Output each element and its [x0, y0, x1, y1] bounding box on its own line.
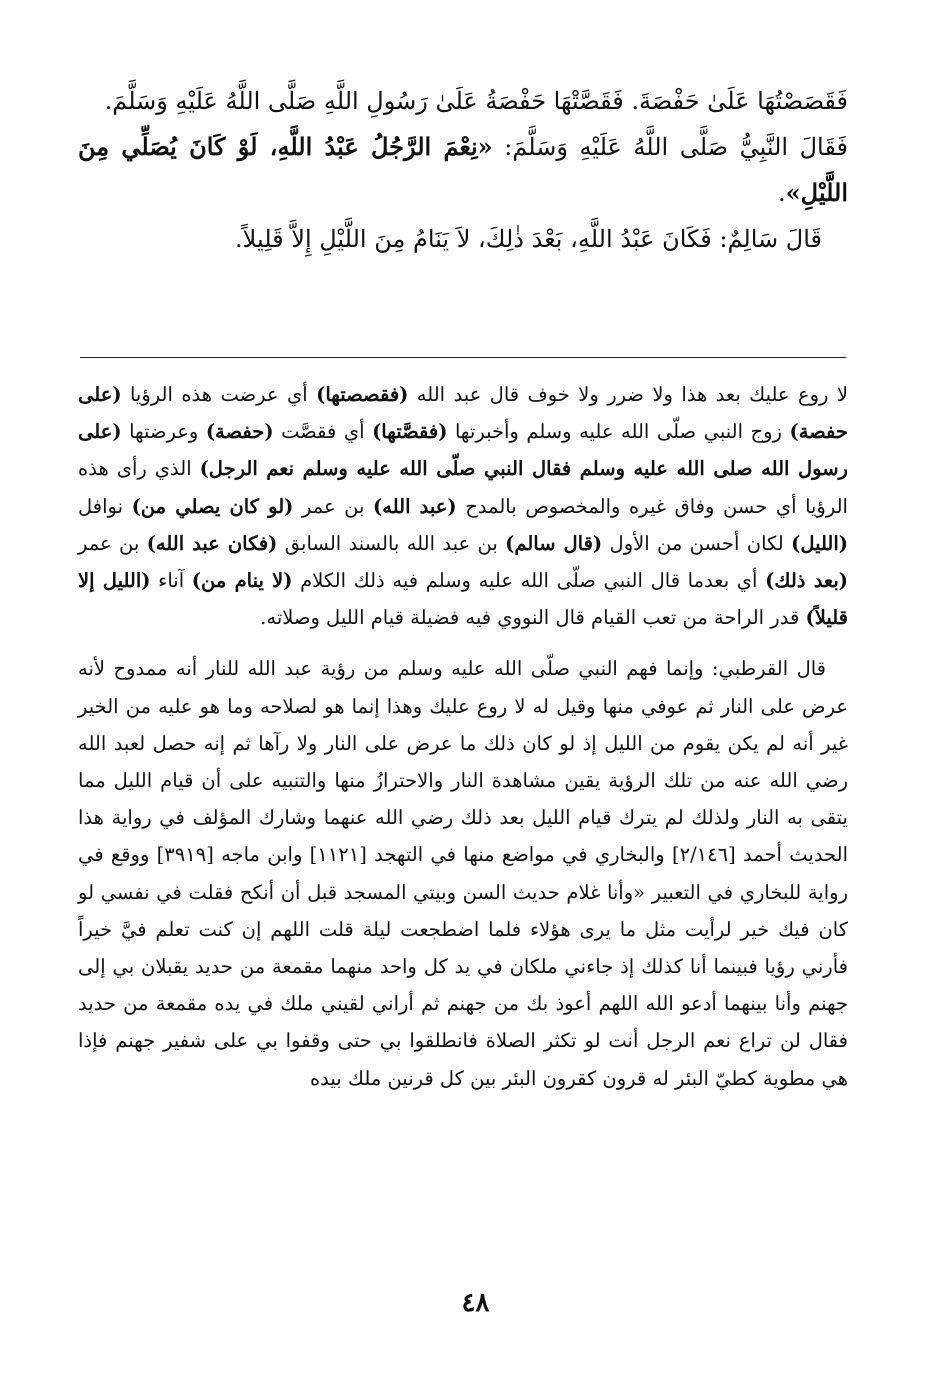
- commentary-keyword: (لو كان يصلي من): [131, 494, 294, 518]
- commentary-keyword: (فقصَّتها): [372, 420, 448, 444]
- commentary-keyword: (على رسول الله صلى الله عليه وسلم فقال النبي صلّى الله عليه وسلم نعم الرجل): [78, 420, 848, 481]
- commentary-keyword: (عبد الله): [373, 494, 457, 518]
- commentary-text: زوج النبي صلّى الله عليه وسلم وأخبرتها: [447, 420, 790, 444]
- commentary-text: أي بعدما قال النبي صلّى الله عليه وسلم فيه ذلك الكلام: [292, 569, 766, 593]
- commentary-keyword: (حفصة): [205, 420, 274, 444]
- footnote-divider: [80, 357, 846, 358]
- commentary-keyword: (بعد ذلك): [765, 569, 848, 593]
- commentary-keyword: (قال سالم): [505, 531, 603, 555]
- commentary-text: الذي رأى هذه الرؤيا أي حسن وفاق غيره والمخصوص بالمدح: [78, 457, 848, 518]
- commentary-text: نوافل: [78, 494, 132, 518]
- commentary-keyword: (الليل إلا قليلاً): [78, 569, 848, 630]
- hadith-text: [78, 78, 848, 262]
- commentary-keyword: (لا ينام من): [191, 569, 293, 593]
- commentary-keyword: (الليل): [791, 531, 849, 555]
- commentary-paragraph-1: [78, 376, 848, 636]
- prophet-quote: «نِعْمَ الرَّجُلُ عَبْدُ اللَّهِ، لَوْ كَانَ يُصَلِّي مِنَ اللَّيْلِ»: [78, 132, 848, 207]
- commentary-text: لكان أحسن من الأول: [602, 531, 792, 555]
- commentary-keyword: (على حفصة): [78, 383, 848, 444]
- commentary-text: أي عرضت هذه الرؤيا: [121, 383, 317, 406]
- page-number: ٤٨: [461, 1288, 490, 1318]
- commentary-keyword: (فقصصتها): [316, 383, 409, 406]
- hadith-line-2-prefix: فَقَالَ النَّبِيُّ صَلَّى اللَّهُ عَلَيْهِ وَسَلَّمَ:: [504, 133, 848, 161]
- commentary-keyword: (فكان عبد الله): [146, 531, 278, 555]
- hadith-line-2-end: .: [778, 179, 786, 207]
- commentary-text: بن عبد الله بالسند السابق: [277, 531, 506, 555]
- commentary-text: بن عمر: [78, 531, 147, 555]
- commentary: [78, 376, 848, 1097]
- hadith-line-2: [78, 124, 848, 216]
- commentary-text: وعرضتها: [121, 420, 206, 444]
- commentary-text: لا روع عليك بعد هذا ولا ضرر ولا خوف قال عبد الله: [408, 383, 848, 406]
- commentary-text: قدر الراحة من تعب القيام قال النووي فيه فضيلة قيام الليل وصلاته.: [260, 606, 806, 630]
- commentary-paragraph-2: قال القرطبي: وإنما فهم النبي صلّى الله عليه وسلم من رؤية عبد الله للنار أنه ممدوح لأنه عرض على النار ثم عوفي منها وقيل له لا روع عليك وهذا إنما هو لصلاحه وما هو عليه من الخير غير أنه لم يكن يقوم من الليل إذ لو كان ذلك ما عرض على النار ولا رآها ثم إنه حصل لعبد الله رضي الله عنه من تلك الرؤية يقين مشاهدة النار والاحترازُ منها والتنبيه على أن قيام الليل مما يتقى به النار ولذلك لم يترك قيام الليل بعد ذلك رضي الله عنهما وشارك المؤلف في رواية هذا الحديث أحمد [٢/١٤٦] والبخاري في مواضع منها في التهجد [١١٢١] وابن ماجه [٣٩١٩] ووقع في رواية للبخاري في التعبير «وأنا غلام حديث السن وبيتي المسجد قبل أن أنكح فقلت في نفسي لو كان فيك خير لرأيت مثل ما يرى هؤلاء فلما اضطجعت ليلة قلت اللهم إن كنت تعلم فيَّ خيراً فأرني رؤيا فبينما أنا كذلك إذ جاءني ملكان في يد كل واحد منهما مقمعة من حديد يقبلان بي إلى جهنم وأنا بينهما أدعو الله اللهم أعوذ بك من جهنم ثم أراني لقيني ملك في يده مقمعة من حديد فقال لن تراع نعم الرجل أنت لو تكثر الصلاة فانطلقوا بي حتى وقفوا بي على شفير جهنم فإذا هي مطوية كطيّ البئر له قرون كقرون البئر بين كل قرنين ملك بيده: [78, 657, 848, 1090]
- commentary-text: أي فقصَّت: [273, 420, 373, 444]
- commentary-text: آناء: [150, 569, 192, 593]
- hadith-line-3: قَالَ سَالِمٌ: فَكَانَ عَبْدُ اللَّهِ، بَعْدَ ذٰلِكَ، لاَ يَنَامُ مِنَ اللَّيْلِ إِلاَّ قَلِيلاً.: [235, 225, 822, 253]
- hadith-line-1: فَقَصَصْتُهَا عَلَىٰ حَفْصَةَ. فَقَصَّتْهَا حَفْصَةُ عَلَىٰ رَسُولِ اللَّهِ صَلَّى اللَّهُ عَلَيْهِ وَسَلَّمَ.: [104, 87, 848, 115]
- commentary-text: بن عمر: [293, 494, 374, 518]
